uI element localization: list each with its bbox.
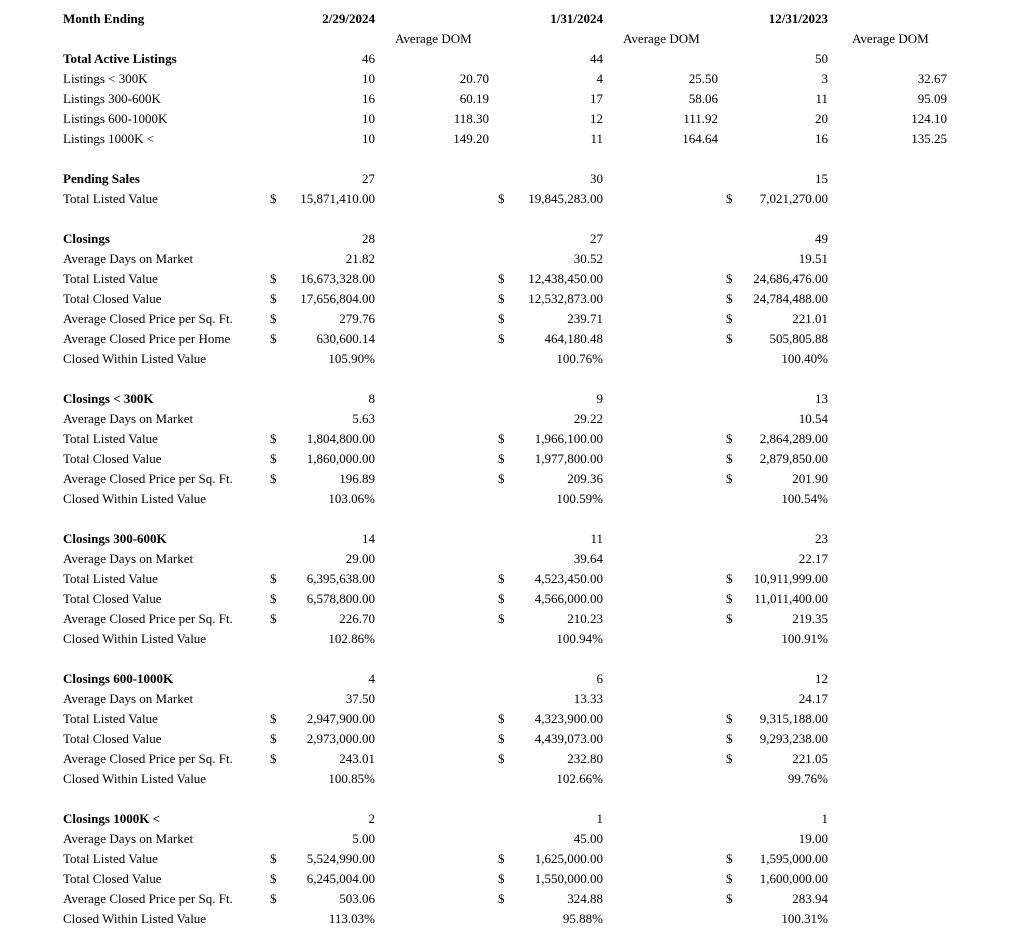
period-1-value: 279.76 bbox=[339, 311, 375, 326]
period-3-value: 24,686,476.00 bbox=[753, 271, 828, 286]
period-1-value: 10 bbox=[362, 111, 375, 126]
table-row bbox=[0, 869, 1020, 889]
period-1-value: 5.63 bbox=[352, 411, 375, 426]
period-3-value: 10.54 bbox=[798, 411, 828, 426]
currency-symbol: $ bbox=[498, 611, 505, 626]
section-header-row bbox=[0, 529, 1020, 549]
currency-symbol: $ bbox=[270, 731, 277, 746]
row-label: Total Closed Value bbox=[63, 871, 162, 886]
currency-symbol: $ bbox=[726, 471, 733, 486]
row-label: Average Closed Price per Sq. Ft. bbox=[63, 471, 233, 486]
period-2-avg-dom: 164.64 bbox=[682, 131, 718, 146]
currency-symbol: $ bbox=[270, 331, 277, 346]
period-2-value: 11 bbox=[590, 131, 603, 146]
table-row bbox=[0, 569, 1020, 589]
period-1-avg-dom: 118.30 bbox=[453, 111, 489, 126]
period-2-value: 12,438,450.00 bbox=[528, 271, 603, 286]
period-2-avg-dom: 25.50 bbox=[688, 71, 718, 86]
avg-dom-header-2: Average DOM bbox=[623, 31, 700, 46]
period-2-value: 4,323,900.00 bbox=[534, 711, 603, 726]
period-2-value: 100.76% bbox=[556, 351, 603, 366]
currency-symbol: $ bbox=[270, 271, 277, 286]
table-row bbox=[0, 489, 1020, 509]
section-header-row bbox=[0, 669, 1020, 689]
currency-symbol: $ bbox=[270, 291, 277, 306]
currency-symbol: $ bbox=[726, 431, 733, 446]
table-row bbox=[0, 629, 1020, 649]
period-3-value: 11,011,400.00 bbox=[754, 591, 828, 606]
currency-symbol: $ bbox=[498, 191, 505, 206]
period-1-value: 17,656,804.00 bbox=[300, 291, 375, 306]
period-2-avg-dom: 111.92 bbox=[683, 111, 718, 126]
currency-symbol: $ bbox=[270, 751, 277, 766]
period-2-avg-dom: 58.06 bbox=[688, 91, 718, 106]
period-2-value: 464,180.48 bbox=[544, 331, 603, 346]
section-header-row bbox=[0, 169, 1020, 189]
period-3-value: 23 bbox=[815, 531, 828, 546]
currency-symbol: $ bbox=[498, 571, 505, 586]
section-title: Total Active Listings bbox=[63, 51, 177, 66]
period-3-value: 12 bbox=[815, 671, 828, 686]
period-2-value: 209.36 bbox=[567, 471, 603, 486]
period-2-value: 29.22 bbox=[573, 411, 603, 426]
currency-symbol: $ bbox=[726, 611, 733, 626]
table-row bbox=[0, 829, 1020, 849]
table-row bbox=[0, 729, 1020, 749]
currency-symbol: $ bbox=[726, 731, 733, 746]
currency-symbol: $ bbox=[270, 591, 277, 606]
currency-symbol: $ bbox=[726, 311, 733, 326]
currency-symbol: $ bbox=[498, 591, 505, 606]
section-title: Closings bbox=[63, 231, 110, 246]
table-row bbox=[0, 429, 1020, 449]
period-3-value: 9,293,238.00 bbox=[759, 731, 828, 746]
period-2-value: 17 bbox=[590, 91, 603, 106]
table-row bbox=[0, 609, 1020, 629]
period-1-value: 27 bbox=[362, 171, 375, 186]
currency-symbol: $ bbox=[498, 471, 505, 486]
table-row bbox=[0, 249, 1020, 269]
period-3-value: 219.35 bbox=[792, 611, 828, 626]
table-row bbox=[0, 709, 1020, 729]
period-1-value: 103.06% bbox=[328, 491, 375, 506]
section-title: Closings < 300K bbox=[63, 391, 154, 406]
period-1-value: 8 bbox=[368, 391, 375, 406]
row-label: Total Closed Value bbox=[63, 291, 162, 306]
period-3-value: 99.76% bbox=[787, 771, 828, 786]
period-1-value: 15,871,410.00 bbox=[300, 191, 375, 206]
period-3-value: 221.05 bbox=[792, 751, 828, 766]
table-row bbox=[0, 909, 1020, 929]
table-row bbox=[0, 769, 1020, 789]
period-1-value: 21.82 bbox=[345, 251, 375, 266]
currency-symbol: $ bbox=[270, 191, 277, 206]
period-3-value: 19.00 bbox=[798, 831, 828, 846]
period-1-value: 2,947,900.00 bbox=[306, 711, 375, 726]
period-1-value: 100.85% bbox=[328, 771, 375, 786]
period-1-avg-dom: 60.19 bbox=[459, 91, 489, 106]
period-3-value: 49 bbox=[815, 231, 828, 246]
period-3-value: 100.31% bbox=[781, 911, 828, 926]
table-row bbox=[0, 409, 1020, 429]
period-1-value: 16 bbox=[362, 91, 375, 106]
period-2-value: 44 bbox=[590, 51, 603, 66]
period-3-avg-dom: 135.25 bbox=[911, 131, 947, 146]
table-row bbox=[0, 849, 1020, 869]
period-2-value: 95.88% bbox=[562, 911, 603, 926]
period-header-1: 2/29/2024 bbox=[322, 11, 375, 26]
row-label: Total Listed Value bbox=[63, 191, 158, 206]
section-header-row bbox=[0, 49, 1020, 69]
table-row bbox=[0, 689, 1020, 709]
period-1-avg-dom: 149.20 bbox=[453, 131, 489, 146]
period-3-value: 100.40% bbox=[781, 351, 828, 366]
period-1-value: 16,673,328.00 bbox=[300, 271, 375, 286]
section-header-row bbox=[0, 389, 1020, 409]
period-2-value: 6 bbox=[596, 671, 603, 686]
row-label: Total Listed Value bbox=[63, 431, 158, 446]
period-3-value: 13 bbox=[815, 391, 828, 406]
month-ending-label: Month Ending bbox=[63, 11, 145, 26]
period-2-value: 13.33 bbox=[573, 691, 603, 706]
period-1-value: 4 bbox=[368, 671, 375, 686]
period-header-2: 1/31/2024 bbox=[550, 11, 603, 26]
period-2-value: 4,439,073.00 bbox=[534, 731, 603, 746]
period-1-value: 6,395,638.00 bbox=[306, 571, 375, 586]
table-row bbox=[0, 349, 1020, 369]
period-3-value: 15 bbox=[815, 171, 828, 186]
period-3-value: 100.91% bbox=[781, 631, 828, 646]
period-2-value: 1,966,100.00 bbox=[534, 431, 603, 446]
period-1-value: 5.00 bbox=[352, 831, 375, 846]
section-header-row bbox=[0, 809, 1020, 829]
period-3-value: 505,805.88 bbox=[769, 331, 828, 346]
period-2-value: 324.88 bbox=[567, 891, 603, 906]
section-title: Closings 1000K < bbox=[63, 811, 160, 826]
period-1-value: 2 bbox=[368, 811, 375, 826]
period-3-value: 2,879,850.00 bbox=[759, 451, 828, 466]
period-1-value: 196.89 bbox=[339, 471, 375, 486]
currency-symbol: $ bbox=[726, 871, 733, 886]
period-1-value: 1,860,000.00 bbox=[306, 451, 375, 466]
period-2-value: 1,550,000.00 bbox=[534, 871, 603, 886]
period-1-value: 10 bbox=[362, 71, 375, 86]
row-label: Average Days on Market bbox=[63, 251, 194, 266]
period-2-value: 1,625,000.00 bbox=[534, 851, 603, 866]
period-2-value: 12,532,873.00 bbox=[528, 291, 603, 306]
period-1-value: 1,804,800.00 bbox=[306, 431, 375, 446]
period-2-value: 4 bbox=[596, 71, 603, 86]
period-3-value: 7,021,270.00 bbox=[759, 191, 828, 206]
currency-symbol: $ bbox=[726, 851, 733, 866]
period-1-avg-dom: 20.70 bbox=[459, 71, 489, 86]
row-label: Average Closed Price per Sq. Ft. bbox=[63, 751, 233, 766]
period-1-value: 29.00 bbox=[345, 551, 375, 566]
period-3-value: 50 bbox=[815, 51, 828, 66]
currency-symbol: $ bbox=[498, 751, 505, 766]
period-1-value: 243.01 bbox=[339, 751, 375, 766]
table-row bbox=[0, 549, 1020, 569]
table-row bbox=[0, 469, 1020, 489]
period-2-value: 9 bbox=[596, 391, 603, 406]
period-3-value: 24,784,488.00 bbox=[753, 291, 828, 306]
row-label: Total Closed Value bbox=[63, 451, 162, 466]
period-2-value: 30.52 bbox=[573, 251, 603, 266]
period-1-value: 28 bbox=[362, 231, 375, 246]
table-row bbox=[0, 889, 1020, 909]
period-3-value: 283.94 bbox=[792, 891, 828, 906]
currency-symbol: $ bbox=[726, 571, 733, 586]
period-2-value: 239.71 bbox=[567, 311, 603, 326]
period-3-value: 9,315,188.00 bbox=[759, 711, 828, 726]
currency-symbol: $ bbox=[726, 191, 733, 206]
avg-dom-header-3: Average DOM bbox=[852, 31, 929, 46]
table-row bbox=[0, 129, 1020, 149]
period-1-value: 37.50 bbox=[345, 691, 375, 706]
currency-symbol: $ bbox=[270, 311, 277, 326]
period-1-value: 46 bbox=[362, 51, 375, 66]
period-1-value: 503.06 bbox=[339, 891, 375, 906]
period-1-value: 14 bbox=[362, 531, 375, 546]
period-3-value: 221.01 bbox=[792, 311, 828, 326]
table-row bbox=[0, 109, 1020, 129]
period-2-value: 19,845,283.00 bbox=[528, 191, 603, 206]
row-label: Average Days on Market bbox=[63, 551, 194, 566]
period-3-value: 201.90 bbox=[792, 471, 828, 486]
period-3-value: 10,911,999.00 bbox=[753, 571, 828, 586]
currency-symbol: $ bbox=[498, 331, 505, 346]
period-1-value: 5,524,990.00 bbox=[306, 851, 375, 866]
currency-symbol: $ bbox=[498, 271, 505, 286]
period-3-value: 1,600,000.00 bbox=[759, 871, 828, 886]
currency-symbol: $ bbox=[726, 291, 733, 306]
table-row bbox=[0, 89, 1020, 109]
table-row bbox=[0, 189, 1020, 209]
period-3-avg-dom: 124.10 bbox=[911, 111, 947, 126]
period-3-avg-dom: 95.09 bbox=[917, 91, 947, 106]
period-2-value: 100.94% bbox=[556, 631, 603, 646]
row-label: Average Closed Price per Sq. Ft. bbox=[63, 311, 233, 326]
period-2-value: 1 bbox=[596, 811, 603, 826]
period-1-value: 630,600.14 bbox=[316, 331, 375, 346]
period-3-value: 19.51 bbox=[798, 251, 828, 266]
period-3-value: 24.17 bbox=[798, 691, 828, 706]
period-3-value: 2,864,289.00 bbox=[759, 431, 828, 446]
row-label: Closed Within Listed Value bbox=[63, 491, 207, 506]
row-label: Total Listed Value bbox=[63, 271, 158, 286]
period-2-value: 100.59% bbox=[556, 491, 603, 506]
table-row bbox=[0, 269, 1020, 289]
period-1-value: 6,245,004.00 bbox=[306, 871, 375, 886]
currency-symbol: $ bbox=[498, 851, 505, 866]
period-1-value: 102.86% bbox=[328, 631, 375, 646]
period-2-value: 1,977,800.00 bbox=[534, 451, 603, 466]
currency-symbol: $ bbox=[726, 451, 733, 466]
row-label: Listings 1000K < bbox=[63, 131, 155, 146]
period-2-value: 27 bbox=[590, 231, 603, 246]
period-1-value: 6,578,800.00 bbox=[306, 591, 375, 606]
currency-symbol: $ bbox=[270, 711, 277, 726]
row-label: Average Days on Market bbox=[63, 411, 194, 426]
row-label: Listings < 300K bbox=[63, 71, 148, 86]
period-1-value: 113.03% bbox=[328, 911, 375, 926]
row-label: Total Closed Value bbox=[63, 591, 162, 606]
currency-symbol: $ bbox=[498, 451, 505, 466]
period-2-value: 4,523,450.00 bbox=[534, 571, 603, 586]
currency-symbol: $ bbox=[726, 891, 733, 906]
row-label: Total Listed Value bbox=[63, 711, 158, 726]
currency-symbol: $ bbox=[498, 711, 505, 726]
table-row bbox=[0, 449, 1020, 469]
row-label: Total Listed Value bbox=[63, 851, 158, 866]
period-3-value: 11 bbox=[815, 91, 828, 106]
period-1-value: 226.70 bbox=[339, 611, 375, 626]
currency-symbol: $ bbox=[270, 871, 277, 886]
currency-symbol: $ bbox=[498, 431, 505, 446]
period-1-value: 10 bbox=[362, 131, 375, 146]
period-2-value: 210.23 bbox=[567, 611, 603, 626]
row-label: Total Closed Value bbox=[63, 731, 162, 746]
row-label: Closed Within Listed Value bbox=[63, 911, 207, 926]
table-row bbox=[0, 289, 1020, 309]
currency-symbol: $ bbox=[726, 711, 733, 726]
period-2-value: 30 bbox=[590, 171, 603, 186]
row-label: Average Days on Market bbox=[63, 691, 194, 706]
currency-symbol: $ bbox=[270, 471, 277, 486]
period-3-avg-dom: 32.67 bbox=[917, 71, 947, 86]
period-2-value: 102.66% bbox=[556, 771, 603, 786]
currency-symbol: $ bbox=[726, 331, 733, 346]
currency-symbol: $ bbox=[498, 291, 505, 306]
currency-symbol: $ bbox=[270, 571, 277, 586]
row-label: Listings 600-1000K bbox=[63, 111, 168, 126]
table-row bbox=[0, 329, 1020, 349]
period-3-value: 100.54% bbox=[781, 491, 828, 506]
period-2-value: 232.80 bbox=[567, 751, 603, 766]
currency-symbol: $ bbox=[498, 311, 505, 326]
row-label: Average Closed Price per Sq. Ft. bbox=[63, 611, 233, 626]
currency-symbol: $ bbox=[270, 851, 277, 866]
row-label: Average Closed Price per Home bbox=[63, 331, 231, 346]
period-2-value: 39.64 bbox=[573, 551, 603, 566]
period-3-value: 1,595,000.00 bbox=[759, 851, 828, 866]
currency-symbol: $ bbox=[726, 271, 733, 286]
period-3-value: 16 bbox=[815, 131, 828, 146]
period-2-value: 4,566,000.00 bbox=[534, 591, 603, 606]
section-title: Closings 600-1000K bbox=[63, 671, 174, 686]
table-row bbox=[0, 589, 1020, 609]
currency-symbol: $ bbox=[498, 891, 505, 906]
row-label: Closed Within Listed Value bbox=[63, 631, 207, 646]
avg-dom-header-1: Average DOM bbox=[395, 31, 472, 46]
row-label: Total Listed Value bbox=[63, 571, 158, 586]
section-title: Closings 300-600K bbox=[63, 531, 167, 546]
currency-symbol: $ bbox=[726, 591, 733, 606]
period-1-value: 105.90% bbox=[328, 351, 375, 366]
period-3-value: 1 bbox=[821, 811, 828, 826]
period-header-3: 12/31/2023 bbox=[768, 11, 828, 26]
row-label: Average Days on Market bbox=[63, 831, 194, 846]
table-row bbox=[0, 309, 1020, 329]
currency-symbol: $ bbox=[726, 751, 733, 766]
period-2-value: 45.00 bbox=[573, 831, 603, 846]
currency-symbol: $ bbox=[498, 871, 505, 886]
period-3-value: 3 bbox=[821, 71, 828, 86]
row-label: Average Closed Price per Sq. Ft. bbox=[63, 891, 233, 906]
currency-symbol: $ bbox=[270, 431, 277, 446]
table-row bbox=[0, 749, 1020, 769]
section-title: Pending Sales bbox=[63, 171, 140, 186]
currency-symbol: $ bbox=[270, 611, 277, 626]
row-label: Closed Within Listed Value bbox=[63, 771, 207, 786]
period-3-value: 20 bbox=[815, 111, 828, 126]
period-2-value: 12 bbox=[590, 111, 603, 126]
table-row bbox=[0, 69, 1020, 89]
currency-symbol: $ bbox=[270, 451, 277, 466]
period-2-value: 11 bbox=[590, 531, 603, 546]
section-header-row bbox=[0, 229, 1020, 249]
currency-symbol: $ bbox=[498, 731, 505, 746]
period-1-value: 2,973,000.00 bbox=[306, 731, 375, 746]
currency-symbol: $ bbox=[270, 891, 277, 906]
row-label: Closed Within Listed Value bbox=[63, 351, 207, 366]
row-label: Listings 300-600K bbox=[63, 91, 161, 106]
period-3-value: 22.17 bbox=[798, 551, 828, 566]
